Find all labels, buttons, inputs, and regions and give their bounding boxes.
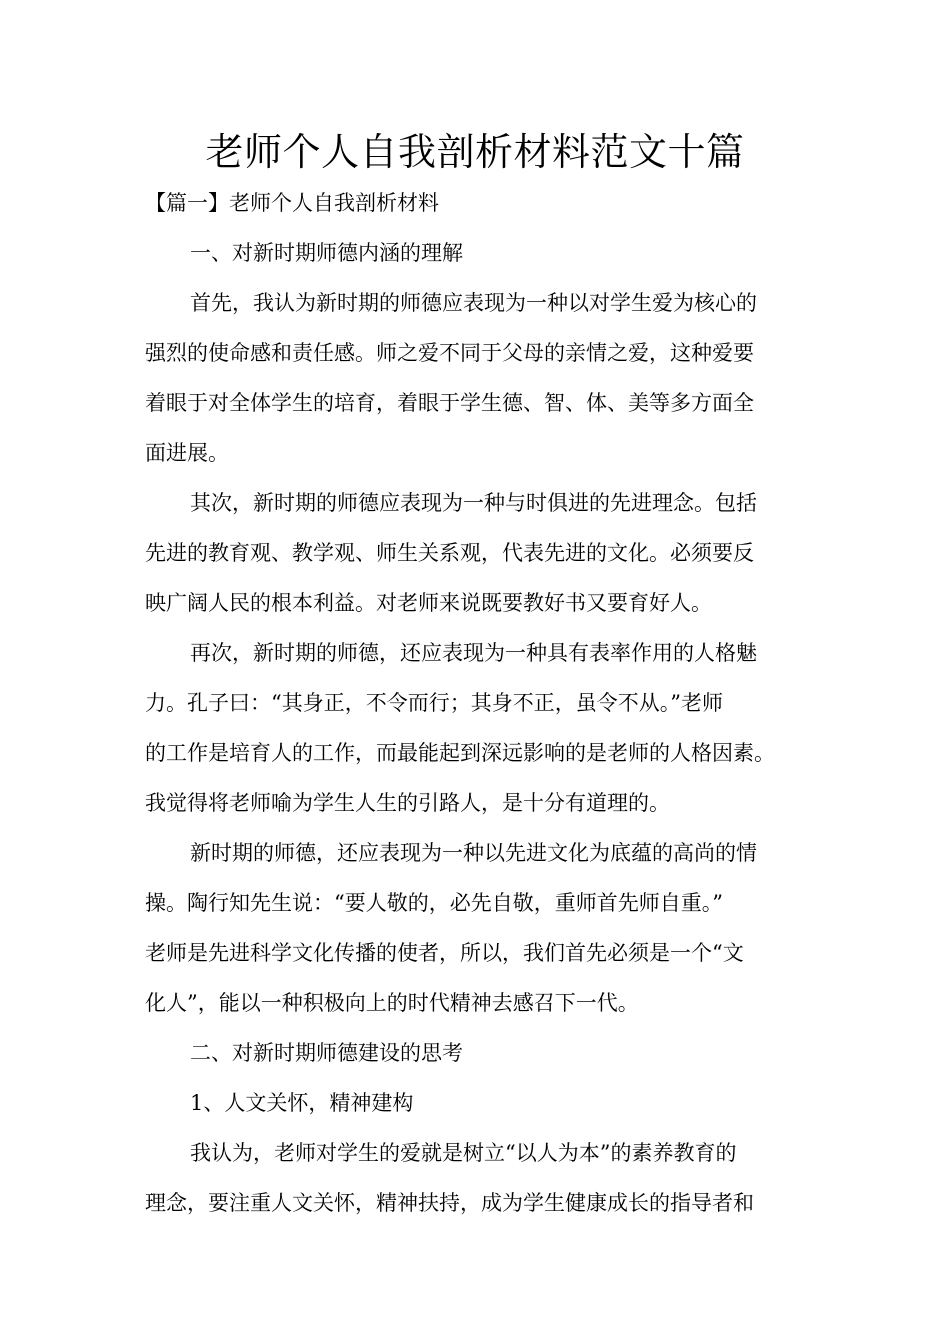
paragraph-line: 的工作是培育人的工作，而最能起到深远影响的是老师的人格因素。	[145, 741, 775, 765]
paragraph-line: 首先，我认为新时期的师德应表现为一种以对学生爱为核心的	[190, 291, 757, 315]
paragraph-line: 映广阔人民的根本利益。对老师来说既要教好书又要育好人。	[145, 591, 712, 615]
paragraph-line: 先进的教育观、教学观、师生关系观，代表先进的文化。必须要反	[145, 541, 754, 565]
paragraph-line: 我觉得将老师喻为学生人生的引路人，是十分有道理的。	[145, 791, 670, 815]
paragraph-line: 力。孔子曰：“其身正，不令而行；其身不正，虽令不从。”老师	[145, 691, 723, 715]
paragraph-line: 二、对新时期师德建设的思考	[190, 1041, 463, 1065]
paragraph-line: 面进展。	[145, 441, 229, 465]
paragraph-line: 理念，要注重人文关怀，精神扶持，成为学生健康成长的指导者和	[145, 1191, 754, 1215]
paragraph-line: 老师是先进科学文化传播的使者，所以，我们首先必须是一个“文	[145, 941, 744, 965]
paragraph-line: 强烈的使命感和责任感。师之爱不同于父母的亲情之爱，这种爱要	[145, 341, 754, 365]
paragraph-line: 其次，新时期的师德应表现为一种与时俱进的先进理念。包括	[190, 491, 757, 515]
paragraph-line: 化人”，能以一种积极向上的时代精神去感召下一代。	[145, 991, 639, 1015]
paragraph-line: 1、人文关怀，精神建构	[190, 1091, 414, 1115]
paragraph-line: 一、对新时期师德内涵的理解	[190, 241, 463, 265]
document-body	[145, 178, 809, 1228]
paragraph-line: 操。陶行知先生说：“要人敬的，必先自敬，重师首先师自重。”	[145, 891, 723, 915]
paragraph-line: 新时期的师德，还应表现为一种以先进文化为底蕴的高尚的情	[190, 841, 757, 865]
section-heading: 【篇一】老师个人自我剖析材料	[145, 191, 439, 215]
paragraph-line: 着眼于对全体学生的培育，着眼于学生德、智、体、美等多方面全	[145, 391, 754, 415]
paragraph-line: 再次，新时期的师德，还应表现为一种具有表率作用的人格魅	[190, 641, 757, 665]
document-title: 老师个人自我剖析材料范文十篇	[205, 130, 745, 174]
paragraph-line: 我认为，老师对学生的爱就是树立“以人为本”的素养教育的	[190, 1141, 737, 1165]
